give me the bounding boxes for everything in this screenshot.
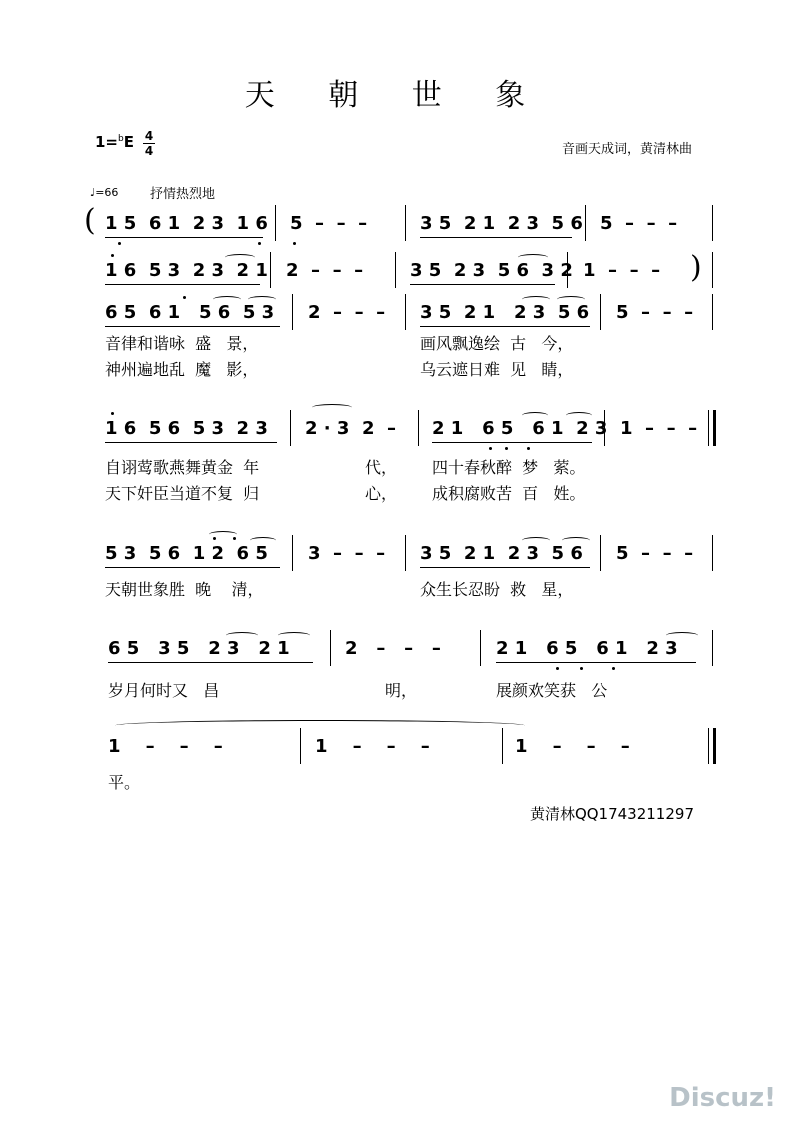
dot (527, 447, 530, 450)
measure: 2 1 6 5 6 1 2 3 (432, 418, 608, 439)
score-row-6 (0, 638, 792, 668)
lyric: 心， (365, 484, 398, 503)
underline (420, 326, 590, 327)
underline (105, 284, 260, 285)
slur (666, 632, 698, 639)
time-signature: 4 4 (144, 129, 154, 158)
measure: 3 5 2 1 2 3 5 6 (420, 213, 583, 234)
score-row-3 (0, 302, 792, 332)
lyric: 乌云遮日难 见 睛， (420, 360, 574, 379)
barline (292, 294, 293, 330)
slur (278, 632, 310, 639)
measure: 1 – – – (583, 260, 661, 281)
lyric: 明， (385, 681, 418, 700)
measure: 2 – – – (308, 302, 386, 323)
dot (580, 667, 583, 670)
barline (405, 294, 406, 330)
underline (420, 237, 572, 238)
measure: 5 – – – (616, 302, 694, 323)
score-row-7 (0, 736, 792, 766)
score-row-1 (0, 203, 792, 243)
score-row-5 (0, 543, 792, 573)
dot (183, 296, 186, 299)
slur (209, 531, 237, 538)
lyric: 岁月何时又 昌 (108, 681, 220, 700)
barline (290, 410, 291, 446)
slur (557, 296, 585, 303)
barline (712, 252, 713, 288)
measure: 6 5 3 5 2 3 2 1 (108, 638, 290, 659)
measure: 3 5 2 1 2 3 5 6 (420, 543, 583, 564)
measure: 2 · 3 2 – (305, 418, 397, 439)
barline (604, 410, 605, 446)
barline (480, 630, 481, 666)
slur (250, 537, 276, 544)
slur (522, 537, 550, 544)
measure: 5 3 5 6 1 2 6 5 (105, 543, 268, 564)
dot (489, 447, 492, 450)
measure: 5 – – – (290, 213, 368, 234)
underline (105, 442, 277, 443)
slur (213, 296, 241, 303)
measure: 1 6 5 3 2 3 2 1 (105, 260, 268, 281)
lyric: 天朝世象胜 晚 清， (105, 580, 264, 599)
barline (712, 205, 713, 241)
measure: 1 – – – (108, 736, 223, 757)
measure: 2 1 6 5 6 1 2 3 (496, 638, 678, 659)
barline (585, 205, 586, 241)
expression-mark: 抒情热烈地 (150, 187, 216, 202)
watermark: Discuz! (669, 1083, 776, 1113)
measure: 3 5 2 1 2 3 5 6 (420, 302, 590, 323)
barline (300, 728, 301, 764)
underline (105, 326, 280, 327)
measure: 5 – – – (616, 543, 694, 564)
barline (600, 294, 601, 330)
slur (522, 412, 548, 419)
barline (712, 294, 713, 330)
measure: 1 6 5 6 5 3 2 3 (105, 418, 268, 439)
dot (505, 447, 508, 450)
repeat-paren-close: ) (690, 250, 702, 285)
dot (258, 242, 261, 245)
barline (405, 205, 406, 241)
measure: 2 – – – (286, 260, 364, 281)
measure: 1 5 6 1 2 3 1 6 (105, 213, 268, 234)
dot (111, 412, 114, 415)
measure: 6 5 6 1 5 6 5 3 (105, 302, 275, 323)
barline (712, 630, 713, 666)
lyric: 展颜欢笑获 公 (496, 681, 608, 700)
slur (566, 412, 592, 419)
tempo-mark: ♩=66 (90, 186, 119, 199)
underline (410, 284, 555, 285)
song-title: 天 朝 世 象 (244, 78, 548, 113)
dot (111, 254, 114, 257)
lyric: 自诩莺歌燕舞黄金 年 (105, 458, 260, 477)
underline (432, 442, 592, 443)
barline (270, 252, 271, 288)
dot (556, 667, 559, 670)
barline (567, 252, 568, 288)
lyric: 神州遍地乱 魔 影， (105, 360, 259, 379)
underline (496, 662, 696, 663)
slur (522, 296, 550, 303)
author-signature: 黄清林QQ1743211297 (529, 805, 694, 823)
barline (712, 535, 713, 571)
slur (248, 296, 276, 303)
tie (115, 720, 525, 731)
dot (118, 242, 121, 245)
barline (600, 535, 601, 571)
measure: 1 – – – (315, 736, 430, 757)
measure: 1 – – – (620, 418, 698, 439)
repeat-end-barline (708, 410, 716, 446)
lyric: 四十春秋醉 梦 萦。 (432, 458, 586, 477)
barline (275, 205, 276, 241)
lyric: 众生长忍盼 救 星， (420, 580, 574, 599)
slur (226, 632, 258, 639)
barline (405, 535, 406, 571)
slur (518, 254, 548, 261)
final-barline (708, 728, 716, 764)
score-row-2 (0, 250, 792, 290)
barline (292, 535, 293, 571)
measure: 5 – – – (600, 213, 678, 234)
repeat-paren-open: ( (84, 203, 96, 238)
credit-line: 音画天成词，黄清林曲 (561, 142, 692, 157)
lyric: 画风飘逸绘 古 今， (420, 334, 574, 353)
slur (562, 537, 590, 544)
measure: 3 5 2 3 5 6 3 2 (410, 260, 573, 281)
underline (105, 237, 263, 238)
score-row-4 (0, 418, 792, 448)
measure: 3 – – – (308, 543, 386, 564)
lyric: 平。 (108, 773, 141, 792)
barline (330, 630, 331, 666)
lyric: 天下奸臣当道不复 归 (105, 484, 260, 503)
underline (420, 567, 590, 568)
barline (502, 728, 503, 764)
lyric: 代， (365, 458, 398, 477)
lyric: 成积腐败苦 百 姓。 (432, 484, 586, 503)
measure: 2 – – – (345, 638, 441, 659)
lyric: 音律和谐咏 盛 景， (105, 334, 259, 353)
slur (312, 404, 352, 411)
underline (108, 662, 313, 663)
underline (105, 567, 280, 568)
dot (293, 242, 296, 245)
barline (395, 252, 396, 288)
dot (612, 667, 615, 670)
measure: 1 – – – (515, 736, 630, 757)
key-signature: 1=$^b$E (95, 133, 134, 151)
slur (225, 254, 255, 261)
barline (418, 410, 419, 446)
